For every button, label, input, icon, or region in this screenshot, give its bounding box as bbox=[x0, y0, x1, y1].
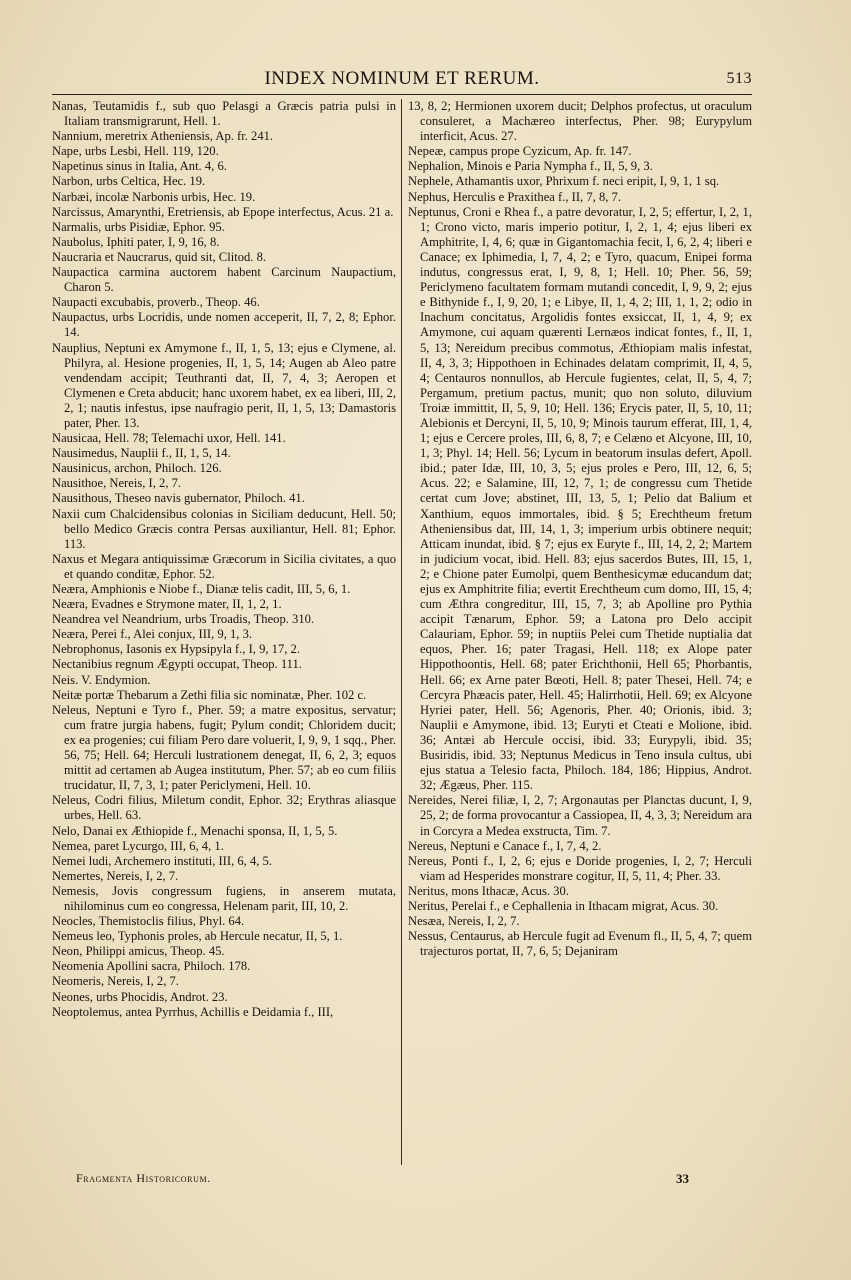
index-entry: Nemea, paret Lycurgo, III, 6, 4, 1. bbox=[52, 838, 224, 853]
series-title: Fragmenta Historicorum. bbox=[76, 1171, 211, 1185]
index-entry: Neritus, Perelai f., e Cephallenia in Ithacam migrat, Acus. 30. bbox=[408, 898, 719, 913]
index-entry: Naupacti excubabis, proverb., Theop. 46. bbox=[52, 295, 260, 310]
index-entry: Neones, urbs Phocidis, Androt. 23. bbox=[52, 989, 228, 1004]
right-column bbox=[408, 99, 752, 959]
index-entry: Neoptolemus, antea Pyrrhus, Achillis e Deidamia f., III, bbox=[52, 1004, 334, 1019]
index-entry: Neæra, Amphionis e Niobe f., Dianæ telis cadit, III, 5, 6, 1. bbox=[52, 582, 351, 596]
index-entry: Nessus, Centaurus, ab Hercule fugit ad Evenum fl., II, 5, 4, 7; quem trajecturos portat, II, 7, 6, 5; Dejaniram bbox=[408, 929, 752, 959]
index-entry: Nesæa, Nereis, I, 2, 7. bbox=[408, 914, 520, 929]
index-entry: Naupactica carmina auctorem habent Carcinum Naupactium, Charon 5. bbox=[52, 265, 396, 295]
index-entry: Nelo, Danai ex Æthiopide f., Menachi sponsa, II, 1, 5, 5. bbox=[52, 823, 338, 838]
index-entry: Nereus, Ponti f., I, 2, 6; ejus e Doride progenies, I, 2, 7; Herculi viam ad Hesperides monstrare cogitur, II, 5, 11, 4; Pher. 33. bbox=[408, 853, 752, 883]
index-entry: Napetinus sinus in Italia, Ant. 4, 6. bbox=[52, 159, 227, 174]
index-entry: Nephalion, Minois e Paria Nympha f., II, 5, 9, 3. bbox=[408, 159, 653, 174]
page-footer bbox=[52, 1171, 752, 1189]
index-entry: Nausicaa, Hell. 78; Telemachi uxor, Hell. 141. bbox=[52, 431, 286, 446]
index-entry: Neandrea vel Neandrium, urbs Troadis, Theop. 310. bbox=[52, 612, 315, 627]
index-entry: Nauplius, Neptuni ex Amymone f., II, 1, 5, 13; ejus e Clymene, al. Philyra, al. Hesione progenies, II, 1, 5, 14; Augen ab Aleo patre vendendam accipit; Teuthranti dat, II, 7, 4, 3; Aeropen et Clymenen e Creta abducit; hanc uxorem habet, ex ea liberi, III, 2, 2, 1; nautis infestus, ipse naufragio perit, II, 1, 5, 13; Damastoris pater, Pher. 13. bbox=[52, 340, 396, 430]
index-entry: Neleus, Neptuni e Tyro f., Pher. 59; a matre expositus, servatur; cum fratre jurgia habens, fugit; Pylum condit; Chloridem ducit; ex ea progenies; cui filiam Pero dare voluerit, I, 9, 9, 1 sqq., Pher. 56, 75; Hell. 64; Herculi lustrationem denegat, II, 6, 2, 3; equos mittit ad certamen ab Augea institutum, Pher. 57; ab eo cum filiis trucidatur, II, 7, 3, 1; pater Periclymeni, Hell. 10. bbox=[52, 702, 396, 793]
index-entry: Neleus, Codri filius, Miletum condit, Ephor. 32; Erythras aliasque urbes, Hell. 63. bbox=[52, 793, 396, 823]
index-entry: Neitæ portæ Thebarum a Zethi filia sic nominatæ, Pher. 102 c. bbox=[52, 687, 367, 702]
index-entry: Nemesis, Jovis congressum fugiens, in anserem mutata, nihilominus cum eo congressa, Helenam parit, III, 10, 2. bbox=[52, 883, 396, 913]
index-entry: Neomeris, Nereis, I, 2, 7. bbox=[52, 974, 179, 989]
index-entry: Narbon, urbs Celtica, Hec. 19. bbox=[52, 174, 206, 189]
index-entry: Narcissus, Amarynthi, Eretriensis, ab Epope interfectus, Acus. 21 a. bbox=[52, 204, 394, 219]
index-entry: Nereus, Neptuni e Canace f., I, 7, 4, 2. bbox=[408, 838, 602, 853]
index-entry: Nemeus leo, Typhonis proles, ab Hercule necatur, II, 5, 1. bbox=[52, 929, 343, 944]
index-entry: Nephus, Herculis e Praxithea f., II, 7, 8, 7. bbox=[408, 189, 621, 204]
index-entry: Neocles, Themistoclis filius, Phyl. 64. bbox=[52, 914, 245, 929]
index-entry: Neptunus, Croni e Rhea f., a patre devoratur, I, 2, 5; effertur, I, 2, 1, 1; Crono victo, maris imperio potitur, I, 2, 1, 4; ejus liberi ex Amphitrite, I, 4, 6; quæ in Gigantomachia fecit, I, 6, 2, 4; liberi e Canace; ex Iphimedia, I, 7, 4, 2; e Tyro, quacum, Enipei forma indutus, congressus erat, I, 9, 8, 1; Hell. 10; Pher. 56, 59; Periclymeno facultatem formam mutandi concedit, I, 9, 9, 2; ejus e Bithynide f., I, 9, 20, 1; e Libye, II, 1, 4, 2; III, 1, 1, 2; odio in Inachum concitatus, Argolidis fontes exsiccat, II, 1, 4, 9; ex Amymone, cui aquam quærenti Lernæos indicat fontes, f., II, 1, 5, 13; Nereidum precibus commotus, Æthiopiam malis infestat, II, 4, 3, 3; Hippothoen in Echinades delatam comprimit, II, 4, 5, 4; Centauros nonnullos, ab Hercule fugientes, celat, II, 5, 4, 7; Pergamum, pretium pactus, munit; quo non soluto, diluvium Troiæ immittit, II, 5, 9, 10; Hell. 136; Erycis pater, II, 5, 10, 11; Alebionis et Dercyni, II, 5, 10, 9; Minois taurum efferat, III, 1, 4, 1; ejus e Cercere proles, III, 6, 8, 7; e Celæno et Alcyone, III, 10, 1, 3; Phyl. 14; Hell. 56; Lycum in beatorum insulas defert, Apoll. ibid.; pater Idæ, III, 10, 3, 5; ejus proles e Pero, III, 12, 6, 5; Acus. 22; e Salamine, III, 12, 7, 1; de congressu cum Thetide certat cum Jove; abstinet, III, 13, 5, 1; Pelio dat Balium et Xanthium, equos immortales, ibid. § 5; Erechtheum fretum Atheniensibus dat, III, 14, 1, 3; imperium urbis obtinere nequit; Atticam inundat, ibid. § 7; ejus ex Euryte f., III, 14, 2, 2; Martem in judicium vocat, ibid. Hell. 83; ejus sacerdos Butes, III, 15, 1, 2; e Chione pater Eumolpi, quem Benthesicymæ educandum dat; ejus ex Amphitrite filia; evertit Erechtheum cum domo, III, 15, 4; cum Æthra congreditur, III, 15, 7, 3; ab Apolline pro Pythia accipit Tænarum, Ephor. 59; a Latona pro Delo accipit Calauriam, Ephor. 59; in nuptiis Pelei cum Thetide nuptialia dat equos, Pher. 16; pater Tragasi, Hell. 118; ex Alope pater Hippothoontis, Hell. 68; pater Erichthonii, Hell 65; Phorbantis, Hell. 66; ex Arne pater Bœoti, Hell. 8; pater Thesei, Hell. 74; e Cercyra Phæacis pater, Hell. 45; Halirrhotii, Hell. 69; ex Alcyone Hyriei pater, Hell. 56; Agenoris, Pher. 40; Orionis, ibid. 3; Nauplii e Amymone, ibid. 13; Euryti et Cteati e Molione, ibid. 36; Antæi ab Hercule occisi, ibid. 33; Eurypyli, ibid. 35; Busiridis, ibid. 33; Neptunus Medicus in Teno insula cultus, ubi ejus statua a Telesio facta, Philoch. 184, 186; Hippius, Androt. 32; Ægæus, Pher. 115. bbox=[408, 204, 752, 793]
index-entry: Neæra, Evadnes e Strymone mater, II, 1, 2, 1. bbox=[52, 597, 282, 612]
left-column bbox=[52, 99, 396, 1020]
index-entry: Neon, Philippi amicus, Theop. 45. bbox=[52, 944, 225, 959]
index-entry: Nausimedus, Nauplii f., II, 1, 5, 14. bbox=[52, 446, 231, 461]
index-entry: Nannium, meretrix Atheniensis, Ap. fr. 241. bbox=[52, 129, 274, 144]
index-entry: Nausithous, Theseo navis gubernator, Philoch. 41. bbox=[52, 491, 305, 506]
index-entry: Narbæi, incolæ Narbonis urbis, Hec. 19. bbox=[52, 189, 256, 204]
running-header bbox=[52, 64, 752, 90]
index-entry: Naucraria et Naucrarus, quid sit, Clitod. 8. bbox=[52, 249, 267, 264]
index-entry: Nemei ludi, Archemero instituti, III, 6, 4, 5. bbox=[52, 853, 272, 868]
index-entry: Nephele, Athamantis uxor, Phrixum f. neci eripit, I, 9, 1, 1 sq. bbox=[408, 174, 720, 189]
signature-mark: 33 bbox=[676, 1171, 689, 1186]
index-entry: Nausithoe, Nereis, I, 2, 7. bbox=[52, 476, 182, 491]
index-entry: Nereides, Nerei filiæ, I, 2, 7; Argonautas per Planctas ducunt, I, 9, 25, 2; de forma provocantur a Cassiopea, II, 4, 3, 3; Nereidum ara in Corcyra a Medea exstructa, Tim. 7. bbox=[408, 793, 752, 838]
index-entry: Naubolus, Iphiti pater, I, 9, 16, 8. bbox=[52, 234, 220, 249]
column-divider bbox=[401, 99, 402, 1165]
index-entry: Narmalis, urbs Pisidiæ, Ephor. 95. bbox=[52, 219, 225, 234]
index-entry: Nepeæ, campus prope Cyzicum, Ap. fr. 147. bbox=[408, 144, 632, 159]
header-rule bbox=[52, 94, 752, 95]
index-entry: Nape, urbs Lesbi, Hell. 119, 120. bbox=[52, 144, 219, 159]
index-entry: Nectanibius regnum Ægypti occupat, Theop. 111. bbox=[52, 657, 302, 672]
index-entry: Neritus, mons Ithacæ, Acus. 30. bbox=[408, 883, 569, 898]
index-entry: Nemertes, Nereis, I, 2, 7. bbox=[52, 868, 179, 883]
index-entry: Nebrophonus, Iasonis ex Hypsipyla f., I, 9, 17, 2. bbox=[52, 642, 300, 657]
index-entry: Naupactus, urbs Locridis, unde nomen acceperit, II, 7, 2, 8; Ephor. 14. bbox=[52, 310, 396, 340]
index-entry: Nanas, Teutamidis f., sub quo Pelasgi a Græcis patria pulsi in Italiam transmigrarunt, Hell. 1. bbox=[52, 99, 396, 129]
index-entry: Naxus et Megara antiquissimæ Græcorum in Sicilia civitates, a quo et quando conditæ, Ephor. 52. bbox=[52, 551, 396, 581]
index-entry: Naxii cum Chalcidensibus colonias in Siciliam deducunt, Hell. 50; bello Medico Græcis contra Persas auxiliantur, Hell. 81; Ephor. 113. bbox=[52, 506, 396, 551]
index-entry: Neis. V. Endymion. bbox=[52, 672, 151, 687]
index-entry: Nausinicus, archon, Philoch. 126. bbox=[52, 461, 222, 476]
index-entry: Neomenia Apollini sacra, Philoch. 178. bbox=[52, 959, 251, 974]
page-title: INDEX NOMINUM ET RERUM. bbox=[264, 68, 540, 89]
index-entry: Neæra, Perei f., Alei conjux, III, 9, 1, 3. bbox=[52, 627, 253, 642]
page-number: 513 bbox=[726, 70, 752, 87]
index-entry: 13, 8, 2; Hermionen uxorem ducit; Delphos profectus, ut oraculum consuleret, a Machæreo interfectus, Pher. 98; Eurypylum interficit, Acus. 27. bbox=[408, 99, 752, 144]
